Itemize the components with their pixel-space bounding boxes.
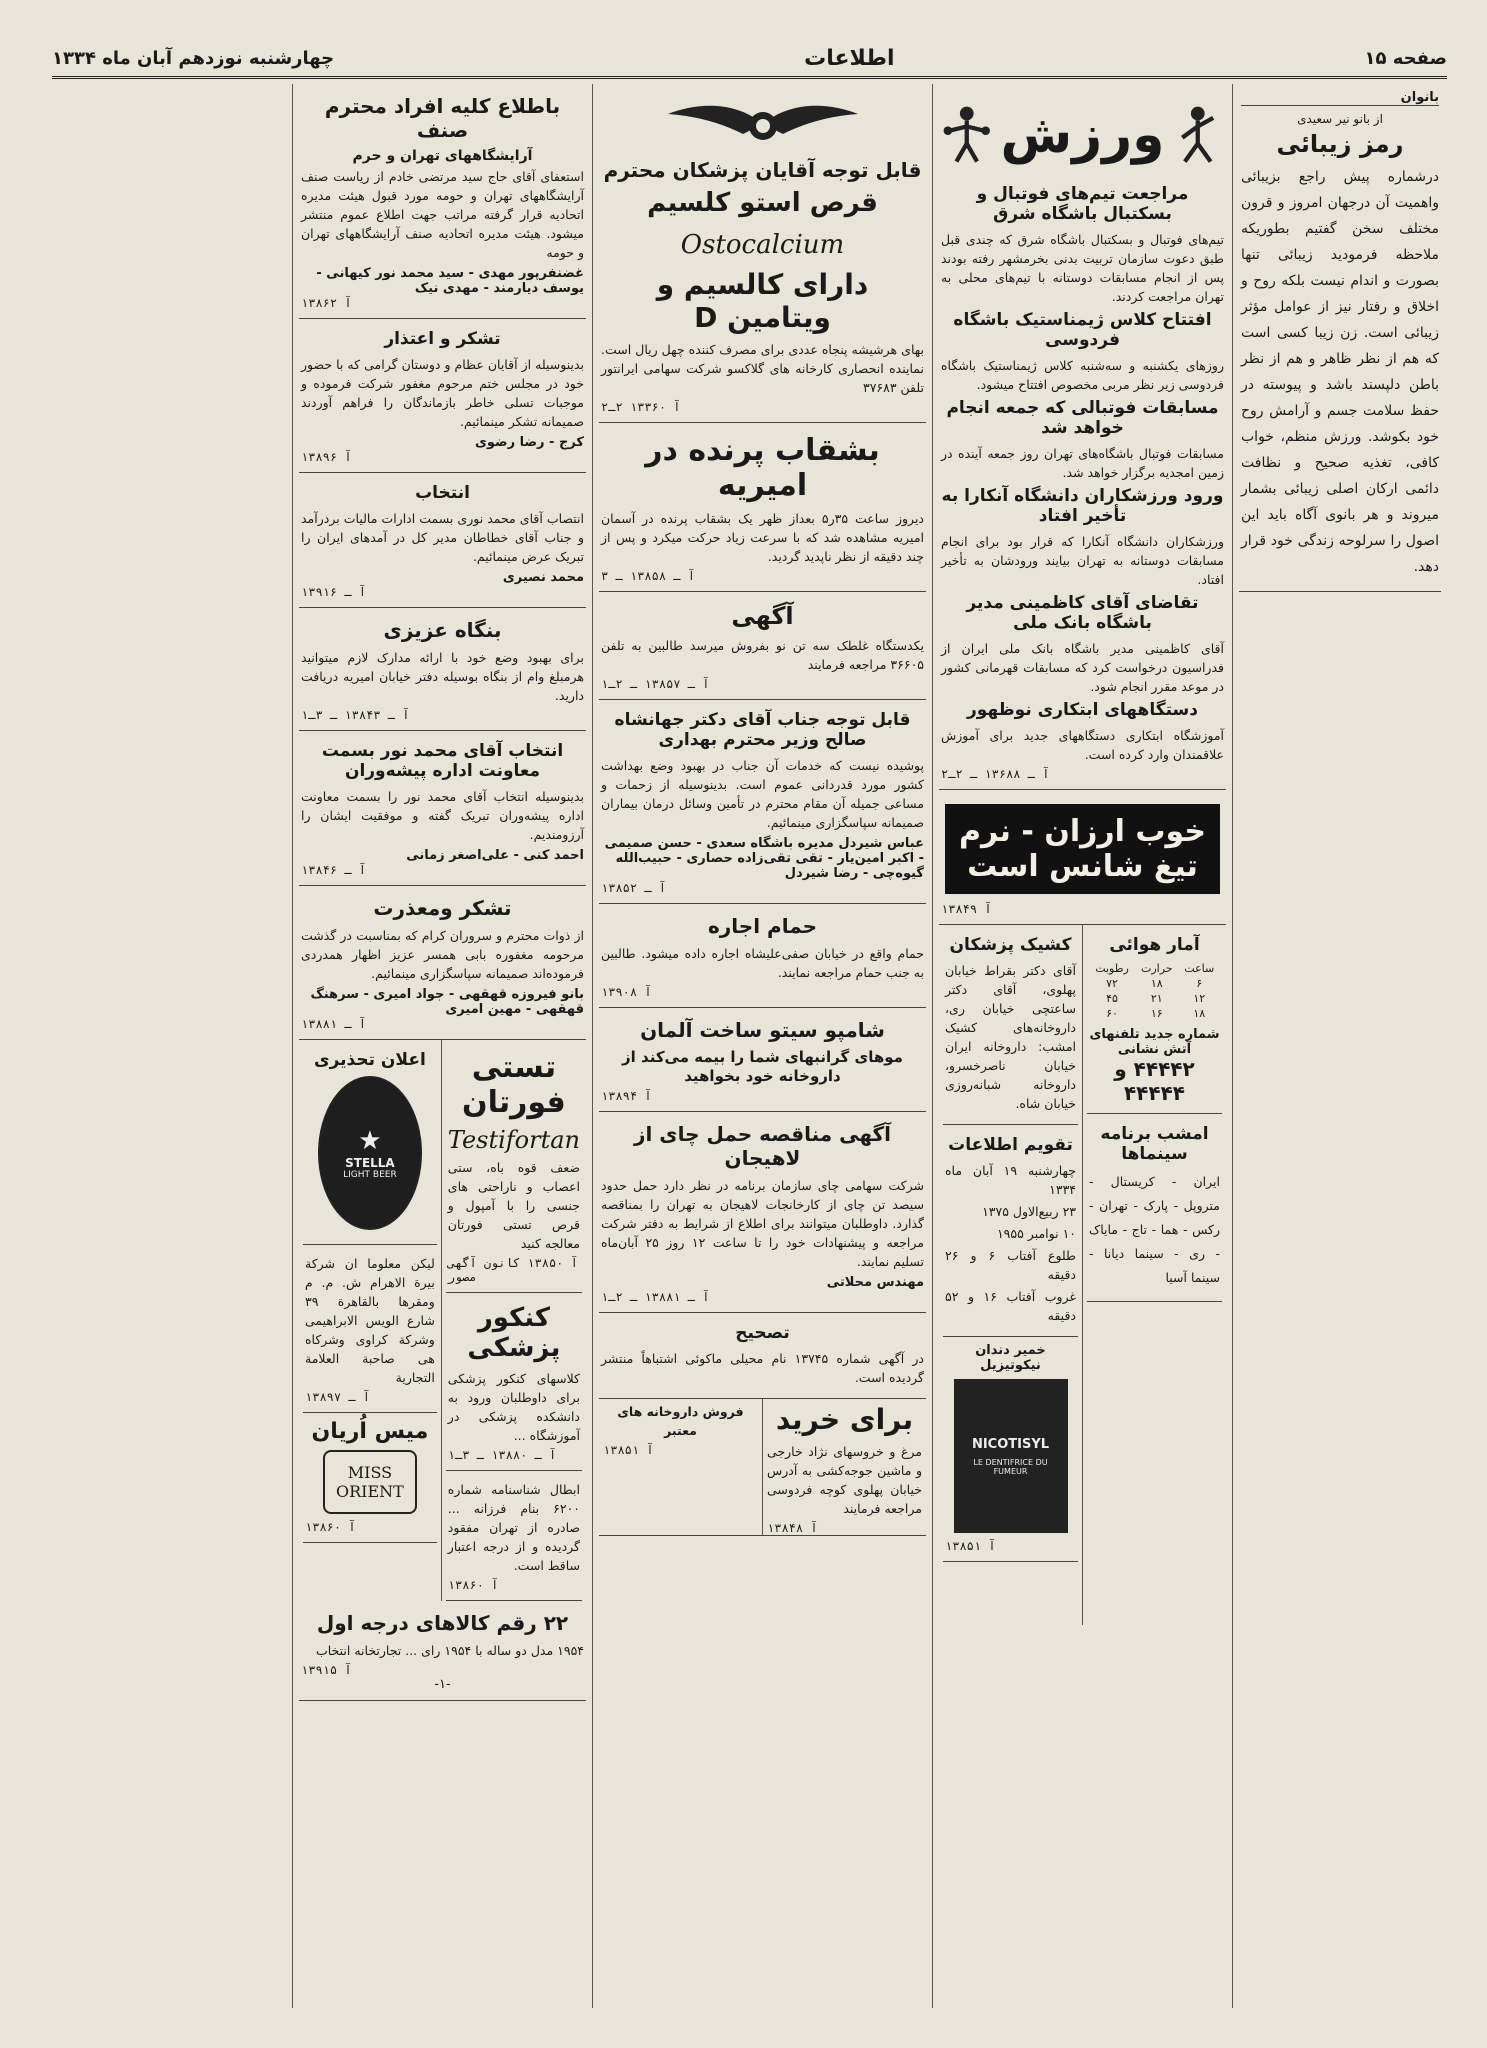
column-notices xyxy=(292,84,592,2008)
correction-title: تصحیح xyxy=(735,1323,790,1343)
sports-title: ورزش xyxy=(1000,105,1165,165)
column-ads-center xyxy=(592,84,932,2008)
fire-phones-title: شماره جدید تلفنهای آتش نشانی xyxy=(1089,1027,1220,1057)
sports-item-body: تیم‌های فوتبال و بسکتبال باشگاه شرق که چندی قبل طبق دعوت سازمان تربیت بدنی بخرمشهر رفته بودند پس از انجام مسابقات دوستانه با تیم‌های محلی به تهران مراجعت کردند. xyxy=(941,232,1224,304)
sports-item-title: دستگاههای ابتکاری نوظهور xyxy=(967,700,1198,720)
medical-exam-ad xyxy=(446,1293,582,1471)
correction-body: در آگهی شماره ۱۳۷۴۵ نام محیلی ماکوئی اشتباهاً منتشر گردیده است. xyxy=(601,1351,924,1385)
news-body: دیروز ساعت ۳۵ر۵ بعداز ظهر یک بشقاب پرنده در آسمان امیریه مشاهده شد که با سرعت زیاد حرکت میکرد و پس از چند دقیقه از نظر ناپدید گردید. xyxy=(601,511,924,564)
testifortan-latin: Testifortan xyxy=(447,1126,580,1154)
apology-signers: بانو فیروزه قهقهی - جواد امیری - سرهنگ قهقهی - مهین امیری xyxy=(310,987,584,1017)
election-signer: محمد نصیری xyxy=(502,570,584,585)
calendar-line: غروب آفتاب ۱۶ و ۵۲ دقیقه xyxy=(945,1289,1076,1323)
bath-title: حمام اجاره xyxy=(707,914,818,938)
miss-orient-en2: ORIENT xyxy=(335,1482,404,1501)
nicotisyl-ad xyxy=(943,1337,1078,1562)
appointment-body: بدینوسیله انتخاب آقای محمد نور را بسمت معاونت اداره پیشه‌وران تبریک گفته و موفقیت ایشان را آرزومندیم. xyxy=(301,789,584,842)
shampoo-body: موهای گرانبهای شما را بیمه می‌کند از داروخانه خود بخواهید xyxy=(622,1048,903,1085)
agency-body: برای بهبود وضع خود با ارائه مدارک لازم میتوانید هرمبلغ وام از بنگاه بوسیله دفتر خیابان امیریه دریافت دارید. xyxy=(301,650,584,703)
toothpaste-tube-icon xyxy=(954,1379,1068,1533)
lottery-body: ۱۹۵۴ مدل دو ساله با ۱۹۵۴ رای ... تجارتخانه انتخاب xyxy=(315,1643,584,1658)
calendar-line: چهارشنبه ۱۹ آبان ماه ۱۳۳۴ xyxy=(945,1163,1076,1197)
ad-ref: آ ۱۳۸۶۰ xyxy=(305,1520,356,1534)
sports-banner xyxy=(941,90,1224,180)
thanks-title: تشکر و اعتذار xyxy=(384,329,501,349)
guild-sub: آرایشگاههای تهران و حرم xyxy=(352,148,533,164)
page-footer-number: -۱- xyxy=(434,1677,451,1692)
cinemas-box xyxy=(1087,1114,1222,1302)
calendar-line: طلوع آفتاب ۶ و ۲۶ دقیقه xyxy=(945,1248,1077,1282)
purchase-body: مرغ و خروسهای نژاد خارجی و ماشین جوجه‌کشی به آدرس خیابان پهلوی کوچه فردوسی مراجعه فرمایند xyxy=(767,1444,922,1516)
ad-ref: آ ـ ۱۳۸۹۷ xyxy=(305,1390,371,1404)
agency-notice xyxy=(299,608,586,731)
warning-ad xyxy=(303,1040,437,1245)
star-icon: ★ xyxy=(358,1126,382,1156)
sports-item-title: افتتاح کلاس ژیمناستیک باشگاه فردوسی xyxy=(953,310,1212,350)
miss-orient-ad xyxy=(303,1413,437,1543)
election-notice xyxy=(299,473,586,608)
miss-orient-en1: MISS xyxy=(347,1463,393,1482)
fire-phones: ۴۴۴۴۲ و ۴۴۴۴۴ xyxy=(1114,1057,1195,1105)
ad-ref: آ ـ ۱۳۸۸۰ ـ ۳ـ۱ xyxy=(447,1448,557,1462)
thanks-notice xyxy=(299,319,586,473)
thanks-signer: کرج - رضا رضوی xyxy=(474,435,584,450)
weather-title: آمار هوائی xyxy=(1109,935,1200,955)
scroll-emblem-icon xyxy=(323,1450,417,1514)
column-sports xyxy=(932,84,1232,2008)
appointment-notice xyxy=(299,731,586,886)
weather-box xyxy=(1087,925,1222,1114)
ad-ref: آ ـ ۱۳۹۱۶ xyxy=(301,585,367,599)
lower-right xyxy=(441,1040,586,1601)
tender-title: آگهی مناقصه حمل چای از لاهیجان xyxy=(633,1122,892,1170)
appointment-title: انتخاب آقای محمد نور بسمت معاونت اداره پیشه‌وران xyxy=(321,741,564,781)
sports-item-body: آموزشگاه ابتکاری دستگاههای جدید برای آموزش علاقمندان وارد کرده است. xyxy=(941,728,1224,762)
ad-ref: آ ۱۳۸۵۱ xyxy=(945,1539,996,1553)
guild-body: استعفای آقای حاج سید مرتضی خادم از ریاست صنف آرایشگاههای تهران و حومه مورد قبول هیئت مدیره اتحادیه قرار گرفته مراتب جهت اطلاع عموم منتشر میشود. هیئت مدیره اتحادیه صنف آرایشگاههای تهران و حومه xyxy=(301,169,584,260)
ad-ref: آ ۱۳۸۴۸ xyxy=(767,1521,818,1535)
cinemas-title: امشب برنامه سینماها xyxy=(1100,1124,1209,1164)
testifortan-body: ضعف قوه باه، ستی اعصاب و ناراحتی های جنسی را با آمپول و قرص تستی فورتان معالجه کنید xyxy=(447,1160,580,1251)
boxer-icon xyxy=(941,100,993,170)
weather-table: ساعت حرارت رطوبت ۶ ۱۸ ۷۲ ۱۲ ۲۱ ۴۵ ۱۸ ۱۶ ۶۰ xyxy=(1095,962,1215,1020)
apology-notice xyxy=(299,886,586,1040)
ad-ref: آ ۱۳۸۶۰ xyxy=(447,1578,499,1592)
sports-item-title: مراجعت تیم‌های فوتبال و بسکتبال باشگاه شرق xyxy=(976,184,1189,224)
ad-ref: آ ۱۳۹۰۸ xyxy=(601,985,652,999)
beer-label-icon xyxy=(318,1076,422,1230)
calendar-box xyxy=(943,1125,1078,1337)
ad-ref: آ ـ ۱۳۸۴۳ ـ ۳ـ۱ xyxy=(301,708,410,722)
nicotisyl-sub: LE DENTIFRICE DU FUMEUR xyxy=(973,1457,1048,1476)
appointment-signer: احمد کنی - علی‌اصغر زمانی xyxy=(406,848,584,863)
ad-ref: آ ـ ۱۳۸۴۶ xyxy=(301,863,367,877)
news-title: بشقاب پرنده در امیریه xyxy=(645,433,880,503)
miss-orient-fa: میس اُریان xyxy=(311,1419,429,1444)
ad-ref: آ ـ ۱۳۸۸۱ ـ ۲ـ۱ xyxy=(601,1290,710,1304)
apology-title: تشکر ومعذرت xyxy=(373,896,512,920)
tender-signer: مهندس محلاتی xyxy=(826,1275,924,1290)
product-desc: دارای کالسیم و ویتامین D xyxy=(656,268,869,334)
warning-title: اعلان تحذیری xyxy=(314,1050,426,1070)
apology-body: از ذوات محترم و سروران کرام که بمناسبت در گذشت مرحومه مغفوره بابی همسر عزیز اظهار همدردی فرموده‌اند صمیمانه سپاسگزاری مینمائیم. xyxy=(301,928,584,981)
purchase-split xyxy=(599,1399,926,1536)
testifortan-title: تستی فورتان xyxy=(461,1050,566,1120)
lottery-ad xyxy=(299,1601,586,1701)
bottom-split xyxy=(939,925,1226,1625)
sports-item-title: مسابقات فوتبالی که جمعه انجام خواهد شد xyxy=(946,398,1219,438)
tea-tender-ad xyxy=(599,1112,926,1313)
testifortan-ad xyxy=(446,1040,582,1293)
sports-section xyxy=(939,84,1226,790)
calendar-line: ۲۳ ربیع‌الاول ۱۳۷۵ xyxy=(982,1204,1076,1219)
bath-ad xyxy=(599,904,926,1008)
lower-left xyxy=(299,1040,441,1601)
ad-ref: آ ـ ۱۳۸۵۷ ـ ۲ـ۱ xyxy=(601,677,710,691)
minister-signers: عباس شیردل مدیره باشگاه سعدی - حسن صمیمی - اکبر امین‌یار - تقی تقی‌زاده حصاری - حبیب‌الله گیوه‌چی - رضا شیردل xyxy=(604,836,924,881)
flying-saucer-news xyxy=(599,423,926,592)
article-body: درشماره پیش راجع بزیبائی واهمیت آن درجهان امروز و قرون مختلف سخن گفتیم بطوریکه ملاحظه فرمودید زیبائی تنها بصورت و اندام نیست بلکه روح و اخلاق و رفتار نیز از عوامل مؤثر زیبائی است. زن زیبا کسی است که هم از نظر ظاهر و هم از نظر باطن دلپسند باشد و پیوسته در حفظ سلامت جسم و آرامش روح خود بکوشد. ورزش منظم، خواب کافی، تغذیه صحیح و نظافت دائمی ارکان اصلی زیبائی بشمار میروند و هر بانوی آگاه باید این اصول را سرلوحه زندگی خود قرار دهد. xyxy=(1241,169,1439,575)
exam-body: کلاسهای کنکور پزشکی برای داوطلبان ورود به دانشکده پزشکی در آموزشگاه ... xyxy=(447,1371,580,1443)
ad-ref: آ ۱۳۸۵۰ کانون آگهی مصور xyxy=(447,1256,578,1284)
notice-title: آگهی xyxy=(731,602,794,630)
sports-item-title: تقاضای آقای کاظمینی مدیر باشگاه بانک ملی xyxy=(966,593,1199,633)
ostocalcium-ad xyxy=(599,84,926,423)
ad-ref: آ ۱۳۹۱۵ xyxy=(301,1663,352,1677)
thanks-body: بدینوسیله از آقایان عظام و دوستان گرامی که با حضور خود در مجلس ختم مرحوم مغفور شرکت فرموده و موجبات تسلی خاطر بازماندگان را فراهم آوردند صمیمانه تشکر مینمائیم. xyxy=(301,357,584,429)
lost-doc-body: ابطال شناسنامه شماره ۶۲۰۰ بنام فرزانه ... صادره از تهران مفقود گردیده و از درجه اعتبار ساقط است. xyxy=(447,1482,580,1573)
stella-sub: LIGHT BEER xyxy=(343,1170,397,1180)
doctors-ad-title: قابل توجه آقایان پزشکان محترم xyxy=(603,158,922,182)
nicotisyl-caption: خمیر دندان نیکوتیزیل xyxy=(975,1343,1046,1373)
sports-item-body: مسابقات فوتبال باشگاه‌های تهران روز جمعه آینده در زمین امجدیه برگزار خواهد شد. xyxy=(941,446,1224,480)
cinemas-body: ایران - کریستال - متروپل - پارک - تهران - رکس - هما - تاج - مایاک - ری - سینما دیانا - سینما آسیا xyxy=(1089,1174,1220,1285)
nicotisyl-brand: NICOTISYL xyxy=(971,1436,1050,1452)
election-title: انتخاب xyxy=(415,483,470,503)
masthead xyxy=(52,40,1447,79)
doctors-title: کشیک پزشکان xyxy=(949,935,1072,955)
product-line xyxy=(601,188,924,264)
sports-item-body: آقای کاظمینی مدیر باشگاه بانک ملی ایران از فدراسیون درخواست کرد که مسابقات قهرمانی کشور در موعد مقرر انجام شود. xyxy=(941,641,1224,694)
article-title: رمز زیبائی xyxy=(1276,130,1404,158)
purchase-ad xyxy=(762,1399,926,1536)
pharmacy-sale-body: فروش داروخانه های معتبر xyxy=(617,1404,744,1438)
women-section xyxy=(1239,84,1441,592)
notice-ad xyxy=(599,592,926,700)
ad-ref: آ ـ ۱۳۸۵۲ xyxy=(601,881,667,895)
agency-title: بنگاه عزیزی xyxy=(383,618,502,642)
guild-notice xyxy=(299,84,586,319)
ad-ref: آ ۱۳۸۶۲ xyxy=(301,296,352,310)
doctors-box xyxy=(943,925,1078,1125)
razor-ad xyxy=(939,790,1226,925)
election-body: انتصاب آقای محمد نوری بسمت ادارات مالیات بردرآمد و جناب آقای خطاطان مدیر کل در آمدهای ایران را تبریک عرض مینمائیم. xyxy=(301,511,584,564)
correction-box xyxy=(599,1313,926,1399)
ad-ref: آ ۱۳۸۹۴ xyxy=(601,1089,652,1103)
lottery-title: ۲۲ رقم کالاهای درجه اول xyxy=(316,1611,569,1635)
pharmacy-sale-ad xyxy=(599,1399,762,1536)
razor-slogan: خوب ارزان - نرم تیغ شانس است xyxy=(945,804,1220,894)
column-women xyxy=(1232,84,1447,2008)
newspaper-title: اطلاعات xyxy=(804,45,895,71)
winged-logo-icon xyxy=(601,94,924,154)
lost-doc-notice xyxy=(446,1471,582,1601)
purchase-title: برای خرید xyxy=(775,1403,914,1436)
lower-split xyxy=(299,1040,586,1601)
ad-ref: آ ۱۳۸۴۹ xyxy=(941,902,992,916)
product-name-en: Ostocalcium xyxy=(680,230,845,260)
doctors-body: آقای دکتر بقراط خیابان پهلوی، آقای دکتر ساعتچی خیابان ری، داروخانه‌های کشیک امشب: داروخانه ایران خیابان ناصرخسرو، داروخانه شبانه‌روزی خیابان شاه. xyxy=(945,963,1076,1111)
ad-ref: آ ۱۳۳۶۰ ۲ـ۲ xyxy=(601,400,681,414)
ad-ref: آ ـ ۱۳۸۸۱ xyxy=(301,1017,367,1031)
sports-item-body: روزهای یکشنبه و سه‌شنبه کلاس ژیمناستیک باشگاه فردوسی زیر نظر مربی مخصوص افتتاح میشود. xyxy=(941,358,1224,392)
minister-title: قابل توجه جناب آقای دکتر جهانشاه صالح وزیر محترم بهداری xyxy=(614,710,911,750)
bottom-right xyxy=(1082,925,1226,1625)
bottom-left xyxy=(939,925,1082,1625)
guild-title: باطلاع کلیه افراد محترم صنف xyxy=(324,94,561,142)
calendar-line: ۱۰ نوامبر ۱۹۵۵ xyxy=(996,1226,1076,1241)
guild-signers: غضنفرپور مهدی - سید محمد نور کیهانی - یوسف دیارمند - مهدی نیک xyxy=(316,266,584,296)
notice-body: یکدستگاه غلطک سه تن نو بفروش میرسد طالبین به تلفن ۳۶۶۰۵ مراجعه فرمایند xyxy=(601,638,924,672)
minister-body: پوشیده نیست که خدمات آن جناب در بهبود وضع بهداشت کشور مورد قدردانی عموم است. بدینوسیله از زحمات و مساعی جمیله آن مقام محترم در تأمین وسائل درمان بیماران صمیمانه سپاسگزاری مینمائیم. xyxy=(601,758,924,830)
sports-item-title: ورود ورزشکاران دانشگاه آنکارا به تأخیر افتاد xyxy=(941,486,1224,526)
sports-item-body: ورزشکاران دانشگاه آنکارا که قرار بود برای انجام مسابقات دوستانه به تهران بیایند ورودشان به تأخیر افتاد. xyxy=(941,534,1224,587)
arabic-notice xyxy=(303,1245,437,1413)
tender-body: شرکت سهامی چای سازمان برنامه در نظر دارد حمل حدود سیصد تن چای از کارخانجات لاهیجان به تهران را بمناقصه گذارد. داوطلبان میتوانند برای اطلاع از شرایط به دفتر شرکت مراجعه و پیشنهادات خود را تا ساعت ۱۲ روز ۲۵ آبان‌ماه تسلیم نمایند. xyxy=(601,1178,925,1269)
product-name-fa: قرص استو کلسیم xyxy=(647,188,878,218)
calendar-title: تقویم اطلاعات xyxy=(948,1135,1073,1155)
ad-ref: آ ـ ۱۳۶۸۸ ـ ۲ـ۲ xyxy=(941,767,1050,781)
minister-ad xyxy=(599,700,926,904)
ad-ref: آ ۱۳۸۵۱ xyxy=(603,1443,654,1457)
issue-date: چهارشنبه نوزدهم آبان ماه ۱۳۳۴ xyxy=(52,47,335,69)
product-body: بهای هرشیشه پنجاه عددی برای مصرف کننده چهل ریال است. نماینده انحصاری کارخانه های گلاکسو شرکت سهامی ایرانتور تلفن ۳۷۶۸۳ xyxy=(601,342,924,395)
stella-brand: STELLA xyxy=(345,1156,395,1170)
bath-body: حمام واقع در خیابان صفی‌علیشاه اجاره داده میشود. طالبین به جنب حمام مراجعه نمایند. xyxy=(601,946,924,980)
section-label: بانوان xyxy=(1241,90,1439,106)
shampoo-title: شامپو سیتو ساخت آلمان xyxy=(640,1018,885,1042)
athlete-icon xyxy=(1172,100,1224,170)
ad-ref: آ ۱۳۸۹۶ xyxy=(301,450,352,464)
exam-title: کنکور پزشکی xyxy=(467,1303,561,1363)
ad-ref: آ ـ ۱۳۸۵۸ ـ ۳ xyxy=(601,569,695,583)
arabic-body: لیکن معلوما ان شرکة بیرة الاهرام ش. م. م ومقرها بالقاهرة ۳۹ شارع الویس الابراهیمی وشرکة کراوی وشرکاه هی صاحبة العلامة التجاریة xyxy=(305,1256,435,1385)
page-number: صفحه ۱۵ xyxy=(1364,47,1447,69)
shampoo-ad xyxy=(599,1008,926,1112)
author: از بانو نیر سعیدی xyxy=(1297,112,1383,126)
